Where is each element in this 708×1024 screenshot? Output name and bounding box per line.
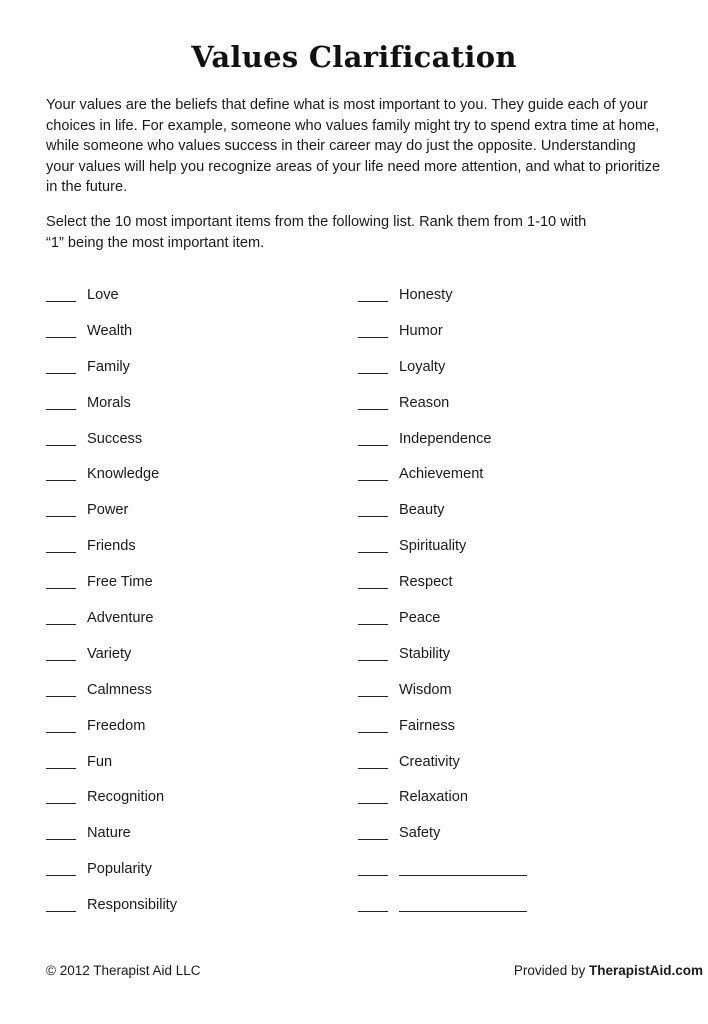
value-label: Achievement bbox=[399, 466, 484, 483]
rank-blank[interactable] bbox=[46, 337, 76, 338]
value-label: Knowledge bbox=[87, 466, 160, 483]
rank-blank[interactable] bbox=[46, 409, 76, 410]
value-label: Independence bbox=[399, 430, 492, 447]
value-label: Freedom bbox=[87, 717, 146, 734]
footer-provided-by-text: Provided by bbox=[513, 963, 589, 978]
value-label: Peace bbox=[399, 610, 441, 627]
rank-blank[interactable] bbox=[358, 552, 388, 553]
rank-blank[interactable] bbox=[358, 875, 388, 876]
value-label: Honesty bbox=[399, 287, 453, 303]
rank-blank[interactable] bbox=[46, 624, 76, 625]
rank-blank[interactable] bbox=[46, 839, 76, 840]
value-label: Popularity bbox=[87, 861, 152, 878]
value-label: Safety bbox=[399, 825, 441, 842]
rank-blank[interactable] bbox=[46, 588, 76, 589]
footer-copyright: © 2012 Therapist Aid LLC bbox=[46, 963, 201, 978]
intro-paragraph: Your values are the beliefs that define what is most important to you. They guide each of your choices in life. For example, someone who values family might try to spend extra time at home, while someone who values success in their career may do just the opposite. Understanding your values will help you recognize areas of your life need more attention, and what to prioritize in the future. bbox=[46, 97, 661, 196]
value-label: Free Time bbox=[87, 574, 153, 591]
rank-blank[interactable] bbox=[46, 911, 76, 912]
rank-blank[interactable] bbox=[46, 768, 76, 769]
footer-provided-by bbox=[514, 963, 703, 978]
rank-blank[interactable] bbox=[46, 445, 76, 446]
rank-blank[interactable] bbox=[46, 732, 76, 733]
page-title: Values Clarification bbox=[191, 40, 517, 74]
rank-blank[interactable] bbox=[358, 911, 388, 912]
value-label: Responsibility bbox=[87, 897, 178, 914]
rank-blank[interactable] bbox=[358, 768, 388, 769]
rank-blank[interactable] bbox=[46, 552, 76, 553]
value-label: Creativity bbox=[399, 753, 460, 770]
value-label: Respect bbox=[399, 574, 453, 591]
rank-blank[interactable] bbox=[46, 516, 76, 517]
rank-blank[interactable] bbox=[358, 839, 388, 840]
value-label: Spirituality bbox=[399, 538, 467, 555]
rank-blank[interactable] bbox=[358, 696, 388, 697]
value-label: Reason bbox=[399, 394, 450, 411]
custom-value-line[interactable] bbox=[399, 875, 527, 876]
value-label: Relaxation bbox=[399, 789, 468, 806]
rank-blank[interactable] bbox=[358, 803, 388, 804]
rank-blank[interactable] bbox=[358, 660, 388, 661]
value-label: Stability bbox=[399, 645, 451, 662]
rank-blank[interactable] bbox=[46, 875, 76, 876]
rank-blank[interactable] bbox=[358, 409, 388, 410]
rank-blank[interactable] bbox=[46, 480, 76, 481]
rank-blank[interactable] bbox=[46, 373, 76, 374]
rank-blank[interactable] bbox=[358, 301, 388, 302]
value-label: Wisdom bbox=[399, 681, 452, 698]
value-label: Recognition bbox=[87, 789, 165, 806]
value-label: Humor bbox=[399, 322, 443, 339]
rank-blank[interactable] bbox=[358, 373, 388, 374]
value-label: Friends bbox=[87, 538, 136, 555]
value-label: Love bbox=[87, 287, 119, 303]
rank-blank[interactable] bbox=[358, 732, 388, 733]
value-label: Beauty bbox=[399, 502, 445, 519]
custom-value-line[interactable] bbox=[399, 911, 527, 912]
value-label: Variety bbox=[87, 645, 132, 662]
value-label: Success bbox=[87, 430, 143, 447]
rank-blank[interactable] bbox=[358, 588, 388, 589]
value-label: Family bbox=[87, 358, 130, 375]
value-label: Loyalty bbox=[399, 358, 446, 375]
rank-blank[interactable] bbox=[358, 480, 388, 481]
rank-blank[interactable] bbox=[358, 516, 388, 517]
rank-blank[interactable] bbox=[358, 445, 388, 446]
value-label: Morals bbox=[87, 394, 131, 411]
value-label: Fun bbox=[87, 753, 113, 770]
rank-blank[interactable] bbox=[46, 301, 76, 302]
value-label: Wealth bbox=[87, 322, 133, 339]
value-label: Nature bbox=[87, 825, 131, 842]
rank-blank[interactable] bbox=[358, 337, 388, 338]
value-label: Power bbox=[87, 502, 129, 519]
rank-blank[interactable] bbox=[46, 803, 76, 804]
value-label: Fairness bbox=[399, 717, 455, 734]
rank-blank[interactable] bbox=[358, 624, 388, 625]
footer-brand: TherapistAid.com bbox=[588, 963, 703, 978]
value-label: Adventure bbox=[87, 610, 154, 627]
instructions-paragraph: Select the 10 most important items from the following list. Rank them from 1-10 with “1” being the most important item. bbox=[46, 214, 587, 251]
rank-blank[interactable] bbox=[46, 660, 76, 661]
rank-blank[interactable] bbox=[46, 696, 76, 697]
value-label: Calmness bbox=[87, 681, 152, 698]
